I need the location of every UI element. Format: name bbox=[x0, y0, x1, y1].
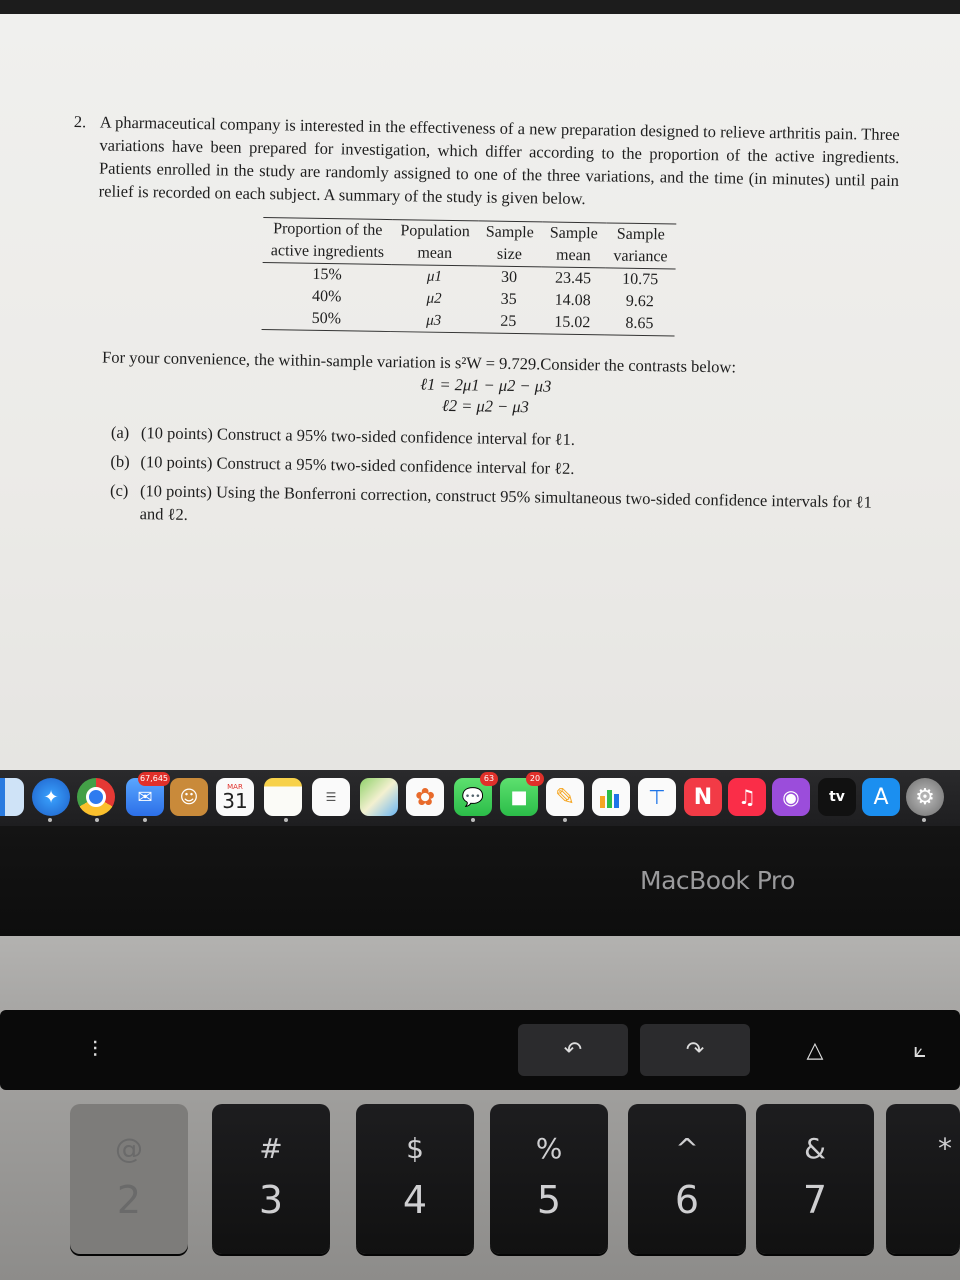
news-icon[interactable] bbox=[684, 778, 722, 816]
table-cell: 10.75 bbox=[622, 270, 659, 289]
key-6[interactable] bbox=[628, 1104, 746, 1254]
running-indicator bbox=[284, 818, 288, 822]
table-header: Sample bbox=[485, 223, 534, 242]
menu-bar bbox=[0, 0, 960, 14]
key-symbol: $ bbox=[406, 1132, 424, 1165]
appstore-a-icon: A bbox=[873, 784, 889, 810]
list-icon: ☰ bbox=[325, 790, 337, 804]
convenience-note: For your convenience, the within-sample variation is s²W = 9.729.Consider the contrasts below: bbox=[101, 347, 737, 377]
key-5[interactable] bbox=[490, 1104, 608, 1254]
maps-icon[interactable] bbox=[360, 778, 398, 816]
question-parts bbox=[109, 421, 895, 537]
table-cell: μ3 bbox=[426, 312, 442, 329]
appletv-label: tv bbox=[829, 789, 845, 805]
table-header: size bbox=[477, 243, 541, 267]
facetime-badge: 20 bbox=[526, 772, 544, 786]
touchbar-rotate-left-icon[interactable]: ↶ bbox=[518, 1024, 628, 1076]
finder-icon[interactable] bbox=[0, 778, 24, 816]
table-cell: 23.45 bbox=[554, 269, 592, 288]
key-symbol: # bbox=[259, 1132, 283, 1165]
problem-number: 2. bbox=[73, 112, 87, 132]
problem-text: A pharmaceutical company is interested in the effectiveness of a new preparation designed to relieve arthritis pain. Three variations have been prepared for investigation, which differ according to the proportion of the active ingredients. Patients enrolled in the study are randomly assigned to one of the three variations, and the time (in minutes) until pain relief is recorded on each subject. A summary of the study is given below. bbox=[98, 112, 900, 209]
part-label: (c) bbox=[109, 480, 129, 500]
podcasts-icon[interactable] bbox=[772, 778, 810, 816]
table-cell: 14.08 bbox=[554, 291, 591, 310]
table-header: Sample bbox=[549, 224, 598, 243]
key-symbol: ^ bbox=[675, 1132, 699, 1165]
broadcast-icon: ◉ bbox=[782, 785, 800, 809]
brand-label: MacBook Pro bbox=[640, 866, 795, 895]
table-cell: 15.02 bbox=[554, 313, 591, 332]
running-indicator bbox=[143, 818, 147, 822]
key-symbol: * bbox=[938, 1132, 952, 1165]
speech-bubble-icon: 💬 bbox=[461, 786, 485, 808]
table-cell: 8.65 bbox=[625, 314, 654, 333]
dock bbox=[0, 770, 960, 826]
key-3[interactable] bbox=[212, 1104, 330, 1254]
flower-icon: ✿ bbox=[414, 783, 436, 811]
problem-statement bbox=[69, 110, 900, 215]
table-cell: 30 bbox=[500, 268, 518, 287]
pen-icon: ✎ bbox=[554, 783, 576, 811]
video-camera-icon: ■ bbox=[510, 786, 528, 808]
document bbox=[63, 110, 899, 543]
running-indicator bbox=[922, 818, 926, 822]
calendar-icon[interactable] bbox=[216, 778, 254, 816]
table-cell: 40% bbox=[311, 287, 342, 306]
contacts-icon[interactable] bbox=[170, 778, 208, 816]
table-cell: 25 bbox=[500, 312, 517, 331]
podium-icon: ⊤ bbox=[648, 785, 666, 809]
touch-bar bbox=[0, 1010, 960, 1090]
table-header: Proportion of the bbox=[273, 220, 383, 239]
touchbar-rotate-right-icon[interactable]: ↷ bbox=[640, 1024, 750, 1076]
mail-badge: 67,645 bbox=[138, 772, 170, 786]
part-text: (10 points) Using the Bonferroni correction, construct 95% simultaneous two-sided confidence intervals for ℓ1 and ℓ2. bbox=[139, 481, 872, 524]
appstore-icon[interactable] bbox=[862, 778, 900, 816]
messages-badge: 63 bbox=[480, 772, 498, 786]
key-symbol: & bbox=[804, 1132, 826, 1165]
table-cell: 35 bbox=[500, 290, 517, 309]
part-text: (10 points) Construct a 95% two-sided confidence interval for ℓ2. bbox=[140, 452, 575, 478]
safari-icon[interactable] bbox=[32, 778, 70, 816]
photos-icon[interactable] bbox=[406, 778, 444, 816]
table-header: active ingredients bbox=[263, 240, 393, 265]
key-digit: 4 bbox=[402, 1178, 428, 1222]
table-header: Sample bbox=[616, 225, 665, 244]
key-2[interactable] bbox=[70, 1104, 188, 1254]
key-digit: 3 bbox=[258, 1178, 284, 1222]
key-digit: 6 bbox=[674, 1178, 700, 1222]
key-digit: 7 bbox=[802, 1178, 828, 1222]
laptop-bezel bbox=[0, 826, 960, 936]
table-header: Population bbox=[400, 222, 470, 241]
table-header: mean bbox=[541, 244, 605, 268]
contrast-l1: ℓ1 = 2μ1 − μ2 − μ3 bbox=[420, 374, 552, 396]
summary-table bbox=[262, 217, 677, 336]
keynote-icon[interactable] bbox=[638, 778, 676, 816]
contrast-l2: ℓ2 = μ2 − μ3 bbox=[441, 395, 530, 417]
part-c bbox=[109, 479, 894, 537]
table-header: mean bbox=[392, 242, 478, 266]
running-indicator bbox=[563, 818, 567, 822]
bar-chart-icon bbox=[598, 786, 624, 808]
running-indicator bbox=[471, 818, 475, 822]
notes-icon[interactable] bbox=[264, 778, 302, 816]
table-cell: μ1 bbox=[426, 268, 443, 285]
appletv-icon[interactable] bbox=[818, 778, 856, 816]
freeform-icon[interactable] bbox=[546, 778, 584, 816]
touchbar-controls-icon[interactable]: ⫶ bbox=[92, 1037, 98, 1063]
key-symbol: @ bbox=[115, 1132, 143, 1165]
table-cell: 50% bbox=[311, 309, 342, 328]
numbers-icon[interactable] bbox=[592, 778, 630, 816]
part-label: (a) bbox=[110, 422, 130, 442]
person-icon: ☺ bbox=[179, 786, 199, 808]
music-icon[interactable] bbox=[728, 778, 766, 816]
news-n-icon: N bbox=[693, 784, 713, 810]
touchbar-adjust-icon[interactable]: △ bbox=[806, 1037, 824, 1063]
gear-icon: ⚙ bbox=[915, 784, 935, 810]
messages-icon[interactable] bbox=[454, 774, 495, 816]
table-cell: 15% bbox=[312, 265, 342, 284]
part-label: (b) bbox=[110, 451, 130, 471]
touchbar-crop-icon[interactable]: ⟀ bbox=[913, 1037, 927, 1063]
envelope-icon: ✉ bbox=[137, 786, 153, 808]
running-indicator bbox=[48, 818, 52, 822]
reminders-icon[interactable] bbox=[312, 778, 350, 816]
key-4[interactable] bbox=[356, 1104, 474, 1254]
table-cell: μ2 bbox=[426, 290, 442, 307]
chrome-icon[interactable] bbox=[77, 778, 115, 816]
table-cell: 9.62 bbox=[625, 292, 654, 311]
facetime-icon[interactable] bbox=[500, 774, 541, 816]
key-digit: 2 bbox=[116, 1178, 142, 1222]
music-note-icon: ♫ bbox=[738, 785, 756, 809]
table-header: variance bbox=[605, 245, 676, 269]
key-8[interactable] bbox=[886, 1104, 960, 1254]
key-digit: 5 bbox=[536, 1178, 562, 1222]
key-7[interactable] bbox=[756, 1104, 874, 1254]
compass-icon: ✦ bbox=[43, 786, 59, 808]
calendar-day: 31 bbox=[222, 789, 248, 813]
settings-icon[interactable] bbox=[906, 778, 944, 816]
part-text: (10 points) Construct a 95% two-sided confidence interval for ℓ1. bbox=[140, 423, 576, 449]
running-indicator bbox=[95, 818, 99, 822]
calendar-month: MAR bbox=[227, 783, 243, 791]
mail-icon[interactable] bbox=[126, 774, 168, 816]
key-symbol: % bbox=[535, 1132, 563, 1165]
